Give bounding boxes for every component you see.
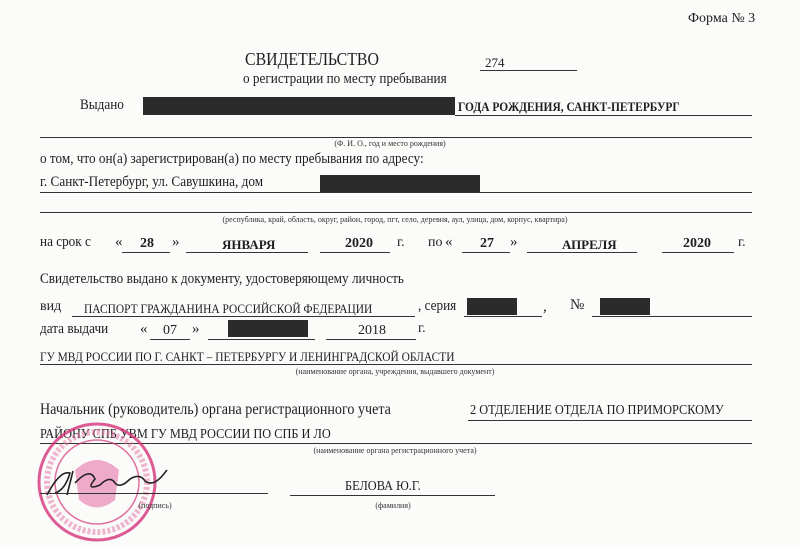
document-intro: Свидетельство выдано к документу, удостоверяющему личность [40,271,404,287]
issue-date-label: дата выдачи [40,321,109,337]
term-from-day: 28 [140,236,154,251]
redaction-address [320,175,480,192]
authority-value-line1: 2 ОТДЕЛЕНИЕ ОТДЕЛА ПО ПРИМОРСКОМУ [470,403,724,418]
quote: « [115,234,123,250]
underline [468,420,752,421]
form-number: Форма № 3 [688,11,756,26]
underline [72,316,415,317]
term-to-month: АПРЕЛЯ [562,237,617,252]
redaction-issue-month [228,320,308,337]
issued-to-caption: (Ф. И. О., год и место рождения) [334,139,446,148]
underline [462,252,510,253]
quote: » [192,321,200,337]
issued-to-value: ГОДА РОЖДЕНИЯ, САНКТ-ПЕТЕРБУРГ [458,99,680,114]
document-type-label: вид [40,299,62,314]
document-type-value: ПАСПОРТ ГРАЖДАНИНА РОССИЙСКОЙ ФЕДЕРАЦИИ [84,301,373,316]
issuer-caption: (наименование органа, учреждения, выдавшего документ) [295,367,495,376]
handwritten-signature [45,465,175,500]
underline [464,316,542,317]
surname-underline [290,495,495,496]
term-to-year: 2020 [683,236,711,251]
underline [40,364,752,365]
authority-label: Начальник (руководитель) органа регистрационного учета [40,401,391,418]
underline [326,339,416,340]
underline [320,252,390,253]
address-underline-2 [40,212,752,213]
certificate-number: 274 [485,55,505,70]
authority-value-line2: РАЙОНУ СПБ УВМ ГУ МВД РОССИИ ПО СПБ И ЛО [40,427,331,442]
underline [662,252,734,253]
issued-to-label: Выдано [80,97,124,113]
issue-day: 07 [163,323,177,338]
number-label: № [570,297,585,313]
quote: « [140,321,148,337]
term-from-month: ЯНВАРЯ [222,237,276,252]
underline [186,252,308,253]
underline [122,252,170,253]
document-title: СВИДЕТЕЛЬСТВО [245,49,379,69]
term-label: на срок с [40,234,91,250]
address-value: г. Санкт-Петербург, ул. Савушкина, дом [40,174,264,190]
redaction-series [467,298,517,315]
comma: , [543,299,547,315]
underline [592,316,752,317]
document-subtitle: о регистрации по месту пребывания [243,71,447,87]
issued-underline [455,115,752,116]
quote: » [510,234,518,250]
authority-caption: (наименование органа регистрационного учета) [313,446,477,455]
signature-underline [40,493,268,494]
signer-surname: БЕЛОВА Ю.Г. [345,479,421,494]
term-from-year: 2020 [345,236,373,251]
year-suffix: г. [738,235,746,250]
number-underline [480,70,577,71]
surname-caption: (фамилия) [375,501,411,510]
term-to-day: 27 [480,236,494,251]
signature-caption: (подпись) [138,501,172,510]
address-intro: о том, что он(а) зарегистрирован(а) по месту пребывания по адресу: [40,151,424,167]
quote: » [172,234,180,250]
redaction-number [600,298,650,315]
document-issuer: ГУ МВД РОССИИ ПО Г. САНКТ – ПЕТЕРБУРГУ И ЛЕНИНГРАДСКОЙ ОБЛАСТИ [40,349,455,364]
term-to-label: по [428,235,443,250]
underline [527,252,637,253]
year-suffix: г. [397,235,405,250]
series-label: , серия [418,298,457,314]
address-underline [40,192,752,193]
underline [150,339,190,340]
redaction-name [143,97,455,115]
quote: « [445,234,453,250]
underline [208,339,315,340]
issue-year: 2018 [358,323,386,338]
year-suffix: г. [418,321,426,336]
address-caption: (республика, край, область, округ, район, город, пгт, село, деревня, аул, улица, дом, корпус, квартира) [222,215,568,224]
issued-underline-2 [40,137,752,138]
